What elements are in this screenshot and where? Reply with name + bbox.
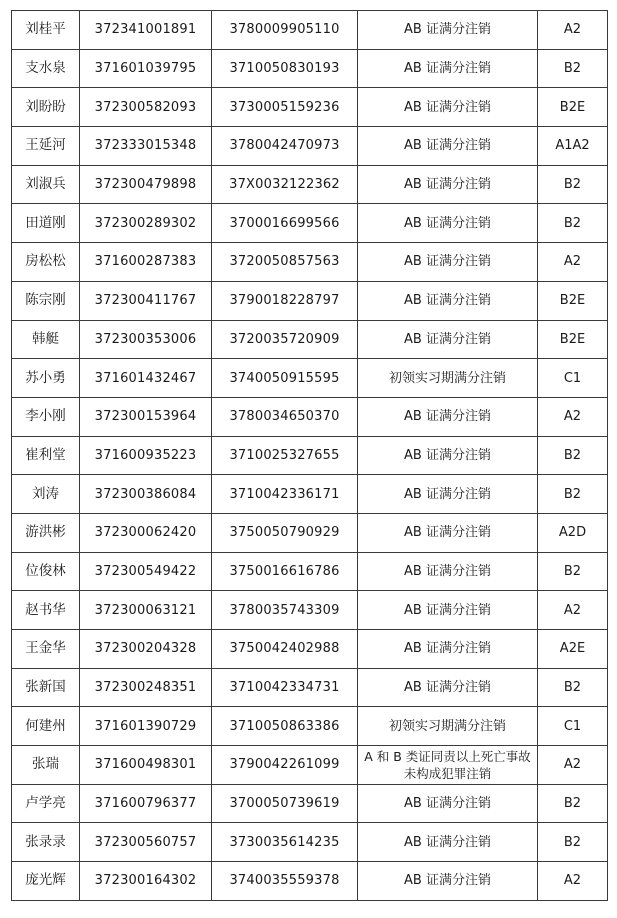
cell-reason: AB 证满分注销 (358, 204, 538, 243)
cell-id-number: 372300479898 (80, 165, 212, 204)
cell-reason: A 和 B 类证同责以上死亡事故未构成犯罪注销 (358, 746, 538, 785)
cell-file-number: 3790018228797 (212, 281, 358, 320)
cell-id-number: 372300411767 (80, 281, 212, 320)
cell-name: 陈宗刚 (12, 281, 80, 320)
cell-id-number: 372300386084 (80, 475, 212, 514)
cell-file-number: 3720050857563 (212, 243, 358, 282)
table-row (12, 11, 608, 50)
cell-id-number: 372300153964 (80, 397, 212, 436)
cell-license-class: C1 (538, 707, 608, 746)
cell-id-number: 372333015348 (80, 127, 212, 166)
cell-name: 张录录 (12, 823, 80, 862)
cell-reason: AB 证满分注销 (358, 668, 538, 707)
cell-name: 张新国 (12, 668, 80, 707)
cell-reason: 初领实习期满分注销 (358, 707, 538, 746)
cell-file-number: 3780035743309 (212, 591, 358, 630)
cell-id-number: 372300353006 (80, 320, 212, 359)
cell-license-class: B2 (538, 552, 608, 591)
cell-id-number: 371601432467 (80, 359, 212, 398)
table-row (12, 668, 608, 707)
cell-file-number: 3710042334731 (212, 668, 358, 707)
cell-reason: AB 证满分注销 (358, 591, 538, 630)
cell-name: 刘盼盼 (12, 88, 80, 127)
cell-name: 韩艇 (12, 320, 80, 359)
cell-id-number: 372341001891 (80, 11, 212, 50)
cell-reason: AB 证满分注销 (358, 552, 538, 591)
cell-file-number: 3730035614235 (212, 823, 358, 862)
cell-name: 支水泉 (12, 49, 80, 88)
cell-license-class: B2E (538, 320, 608, 359)
cell-file-number: 3700016699566 (212, 204, 358, 243)
cell-reason: AB 证满分注销 (358, 397, 538, 436)
records-table-body (12, 11, 608, 901)
cell-reason: 初领实习期满分注销 (358, 359, 538, 398)
cell-name: 苏小勇 (12, 359, 80, 398)
cell-license-class: B2 (538, 49, 608, 88)
cell-id-number: 371601390729 (80, 707, 212, 746)
table-row (12, 784, 608, 823)
cell-id-number: 372300204328 (80, 630, 212, 669)
table-row (12, 630, 608, 669)
cell-id-number: 372300289302 (80, 204, 212, 243)
cell-license-class: B2 (538, 204, 608, 243)
cell-name: 房松松 (12, 243, 80, 282)
table-row (12, 591, 608, 630)
cell-id-number: 372300582093 (80, 88, 212, 127)
table-row (12, 862, 608, 901)
table-row (12, 127, 608, 166)
cell-name: 赵书华 (12, 591, 80, 630)
table-row (12, 436, 608, 475)
cell-id-number: 372300062420 (80, 513, 212, 552)
cell-license-class: B2 (538, 668, 608, 707)
cell-file-number: 3740035559378 (212, 862, 358, 901)
table-row (12, 707, 608, 746)
cell-license-class: B2 (538, 784, 608, 823)
cell-license-class: B2 (538, 165, 608, 204)
cell-file-number: 3710050830193 (212, 49, 358, 88)
cell-file-number: 3710050863386 (212, 707, 358, 746)
cell-id-number: 372300063121 (80, 591, 212, 630)
table-row (12, 281, 608, 320)
cell-file-number: 3750050790929 (212, 513, 358, 552)
cell-name: 张瑞 (12, 746, 80, 785)
cell-name: 游洪彬 (12, 513, 80, 552)
cell-name: 位俊林 (12, 552, 80, 591)
cell-id-number: 372300164302 (80, 862, 212, 901)
cell-reason: AB 证满分注销 (358, 513, 538, 552)
cell-file-number: 3700050739619 (212, 784, 358, 823)
cell-reason: AB 证满分注销 (358, 243, 538, 282)
cell-name: 王延河 (12, 127, 80, 166)
cell-license-class: A1A2 (538, 127, 608, 166)
cell-reason: AB 证满分注销 (358, 88, 538, 127)
cell-file-number: 3710042336171 (212, 475, 358, 514)
cell-license-class: A2 (538, 746, 608, 785)
cell-name: 庞光辉 (12, 862, 80, 901)
cell-file-number: 3750016616786 (212, 552, 358, 591)
cell-name: 何建州 (12, 707, 80, 746)
table-row (12, 88, 608, 127)
cell-reason: AB 证满分注销 (358, 823, 538, 862)
cell-name: 崔利堂 (12, 436, 80, 475)
cell-license-class: A2D (538, 513, 608, 552)
cell-file-number: 3780034650370 (212, 397, 358, 436)
records-table (11, 10, 608, 901)
cell-reason: AB 证满分注销 (358, 11, 538, 50)
cell-file-number: 3790042261099 (212, 746, 358, 785)
cell-file-number: 3730005159236 (212, 88, 358, 127)
cell-name: 刘涛 (12, 475, 80, 514)
cell-file-number: 3780009905110 (212, 11, 358, 50)
cell-name: 李小刚 (12, 397, 80, 436)
cell-name: 田道刚 (12, 204, 80, 243)
cell-file-number: 3710025327655 (212, 436, 358, 475)
cell-name: 王金华 (12, 630, 80, 669)
table-row (12, 165, 608, 204)
cell-reason: AB 证满分注销 (358, 784, 538, 823)
cell-id-number: 371600287383 (80, 243, 212, 282)
cell-reason: AB 证满分注销 (358, 436, 538, 475)
cell-license-class: A2 (538, 397, 608, 436)
cell-license-class: B2E (538, 88, 608, 127)
cell-id-number: 372300560757 (80, 823, 212, 862)
cell-file-number: 3780042470973 (212, 127, 358, 166)
cell-file-number: 37X0032122362 (212, 165, 358, 204)
cell-id-number: 371601039795 (80, 49, 212, 88)
cell-license-class: A2 (538, 862, 608, 901)
cell-reason: AB 证满分注销 (358, 281, 538, 320)
cell-reason: AB 证满分注销 (358, 165, 538, 204)
table-row (12, 823, 608, 862)
table-row (12, 204, 608, 243)
table-row (12, 320, 608, 359)
cell-name: 卢学亮 (12, 784, 80, 823)
cell-license-class: C1 (538, 359, 608, 398)
table-row (12, 359, 608, 398)
cell-license-class: A2 (538, 243, 608, 282)
cell-id-number: 372300549422 (80, 552, 212, 591)
cell-file-number: 3740050915595 (212, 359, 358, 398)
cell-id-number: 371600796377 (80, 784, 212, 823)
cell-license-class: B2 (538, 475, 608, 514)
cell-reason: AB 证满分注销 (358, 49, 538, 88)
table-row (12, 243, 608, 282)
table-row (12, 475, 608, 514)
cell-reason: AB 证满分注销 (358, 630, 538, 669)
cell-reason: AB 证满分注销 (358, 320, 538, 359)
cell-license-class: B2E (538, 281, 608, 320)
cell-license-class: B2 (538, 823, 608, 862)
cell-file-number: 3750042402988 (212, 630, 358, 669)
cell-reason: AB 证满分注销 (358, 862, 538, 901)
cell-name: 刘淑兵 (12, 165, 80, 204)
cell-license-class: B2 (538, 436, 608, 475)
table-row (12, 746, 608, 785)
cell-name: 刘桂平 (12, 11, 80, 50)
cell-license-class: A2 (538, 11, 608, 50)
cell-id-number: 371600498301 (80, 746, 212, 785)
cell-id-number: 371600935223 (80, 436, 212, 475)
cell-license-class: A2E (538, 630, 608, 669)
cell-reason: AB 证满分注销 (358, 475, 538, 514)
cell-id-number: 372300248351 (80, 668, 212, 707)
table-row (12, 49, 608, 88)
cell-file-number: 3720035720909 (212, 320, 358, 359)
cell-license-class: A2 (538, 591, 608, 630)
table-row (12, 513, 608, 552)
cell-reason: AB 证满分注销 (358, 127, 538, 166)
table-row (12, 397, 608, 436)
table-row (12, 552, 608, 591)
